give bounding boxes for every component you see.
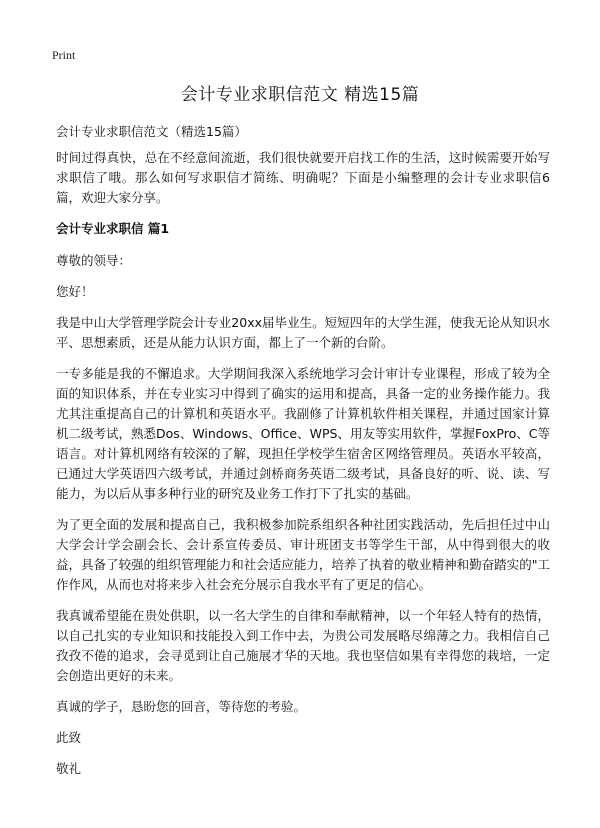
salutation: 尊敬的领导： xyxy=(56,253,132,268)
document-body xyxy=(56,148,550,790)
print-label: Print xyxy=(52,48,76,62)
intro-paragraph: 时间过得真快，总在不经意间流逝，我们很快就要开启找工作的生活，这时候需要开始写求职信了哦。那么如何写求职信才简练、明确呢？下面是小编整理的会计专业求职信6篇，欢迎大家分享。 xyxy=(56,150,550,205)
body-paragraph: 真诚的学子，恳盼您的回音，等待您的考验。 xyxy=(56,699,307,714)
section-heading: 会计专业求职信 篇1 xyxy=(56,221,170,236)
page-title: 会计专业求职信范文 精选15篇 xyxy=(180,85,420,105)
body-paragraph: 一专多能是我的不懈追求。大学期间我深入系统地学习会计审计专业课程，形成了较为全面的知识体系，并在专业实习中得到了确实的运用和提高，具备一定的业务操作能力。我尤其注重提高自己的计算机和英语水平。我副修了计算机软件相关课程，并通过国家计算机二级考试，熟悉Dos、Windows、Office、WPS、用友等实用软件，掌握FoxPro、C等语言。对计算机网络有较深的了解，现担任学校学生宿舍区网络管理员。英语水平较高，已通过大学英语四六级考试，并通过剑桥商务英语二级考试，具备良好的听、说、读、写能力，为以后从事多种行业的研究及业务工作打下了扎实的基础。 xyxy=(56,366,550,501)
greeting: 您好！ xyxy=(56,284,94,299)
closing-line: 敬礼 xyxy=(56,761,82,776)
closing-line: 此致 xyxy=(56,730,82,745)
body-paragraph: 为了更全面的发展和提高自己，我积极参加院系组织各种社团实践活动，先后担任过中山大学会计学会副会长、会计系宣传委员、审计班团支书等学生干部，从中得到很大的收益，具备了较强的组织管理能力和社会适应能力，培养了执着的敬业精神和勤奋踏实的"工作作风，从而也对将来步入社会充分展示自我水平有了更足的信心。 xyxy=(56,517,550,592)
body-paragraph: 我是中山大学管理学院会计专业20xx届毕业生。短短四年的大学生涯，使我无论从知识水平、思想素质，还是从能力认识方面，都上了一个新的台阶。 xyxy=(56,315,550,350)
body-paragraph: 我真诚希望能在贵处供职，以一名大学生的自律和奉献精神，以一个年轻人特有的热情，以自己扎实的专业知识和技能投入到工作中去，为贵公司发展略尽绵薄之力。我相信自己孜孜不倦的追求，会寻觅到让自己施展才华的天地。我也坚信如果有幸得您的栽培，一定会创造出更好的未来。 xyxy=(56,608,550,683)
document-subtitle: 会计专业求职信范文（精选15篇） xyxy=(56,124,247,139)
